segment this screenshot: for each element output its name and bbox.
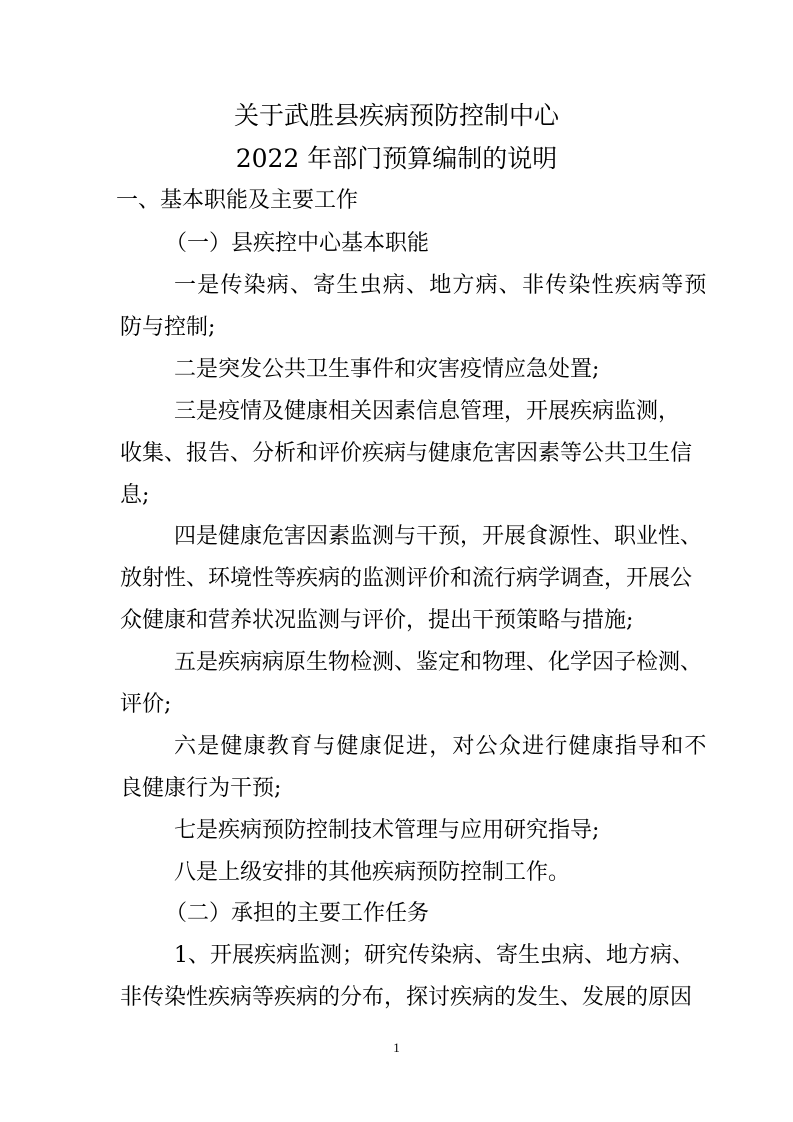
paragraph-line: 四是健康危害因素监测与干预，开展食源性、职业性、: [174, 524, 703, 549]
paragraph-line: 三是疫情及健康相关因素信息管理，开展疾病监测，: [174, 399, 681, 424]
paragraph-line: 防与控制;: [120, 315, 216, 340]
paragraph-line: 放射性、环境性等疾病的监测评价和流行病学调查，开展公: [120, 566, 693, 591]
paragraph-line: 五是疾病病原生物检测、鉴定和物理、化学因子检测、: [174, 650, 703, 675]
paragraph-line: 息;: [120, 483, 150, 508]
paragraph-line: 七是疾病预防控制技术管理与应用研究指导;: [174, 818, 600, 843]
paragraph-line: 六是健康教育与健康促进，对公众进行健康指导和不: [174, 734, 708, 759]
paragraph-line: 一是传染病、寄生虫病、地方病、非传染性疾病等预: [174, 273, 708, 298]
paragraph-line: 评价;: [120, 692, 172, 717]
page-number: 1: [393, 1040, 400, 1055]
paragraph-line: 1、开展疾病监测；研究传染病、寄生虫病、地方病、: [174, 943, 694, 968]
subsection-heading: （一）县疾控中心基本职能: [165, 231, 430, 256]
paragraph-line: 非传染性疾病等疾病的分布，探讨疾病的发生、发展的原因: [120, 985, 693, 1010]
paragraph-line: 众健康和营养状况监测与评价，提出干预策略与措施;: [120, 608, 634, 633]
subsection-heading: （二）承担的主要工作任务: [165, 901, 430, 926]
paragraph-line: 良健康行为干预;: [120, 776, 282, 801]
paragraph-line: 收集、报告、分析和评价疾病与健康危害因素等公共卫生信: [120, 441, 693, 466]
section-heading: 一、基本职能及主要工作: [116, 188, 359, 213]
document-title-line-1: 关于武胜县疾病预防控制中心: [233, 101, 559, 130]
document-title-line-2: 2022 年部门预算编制的说明: [235, 144, 558, 173]
paragraph-line: 二是突发公共卫生事件和灾害疫情应急处置;: [174, 357, 600, 382]
paragraph-line: 八是上级安排的其他疾病预防控制工作。: [174, 860, 571, 885]
